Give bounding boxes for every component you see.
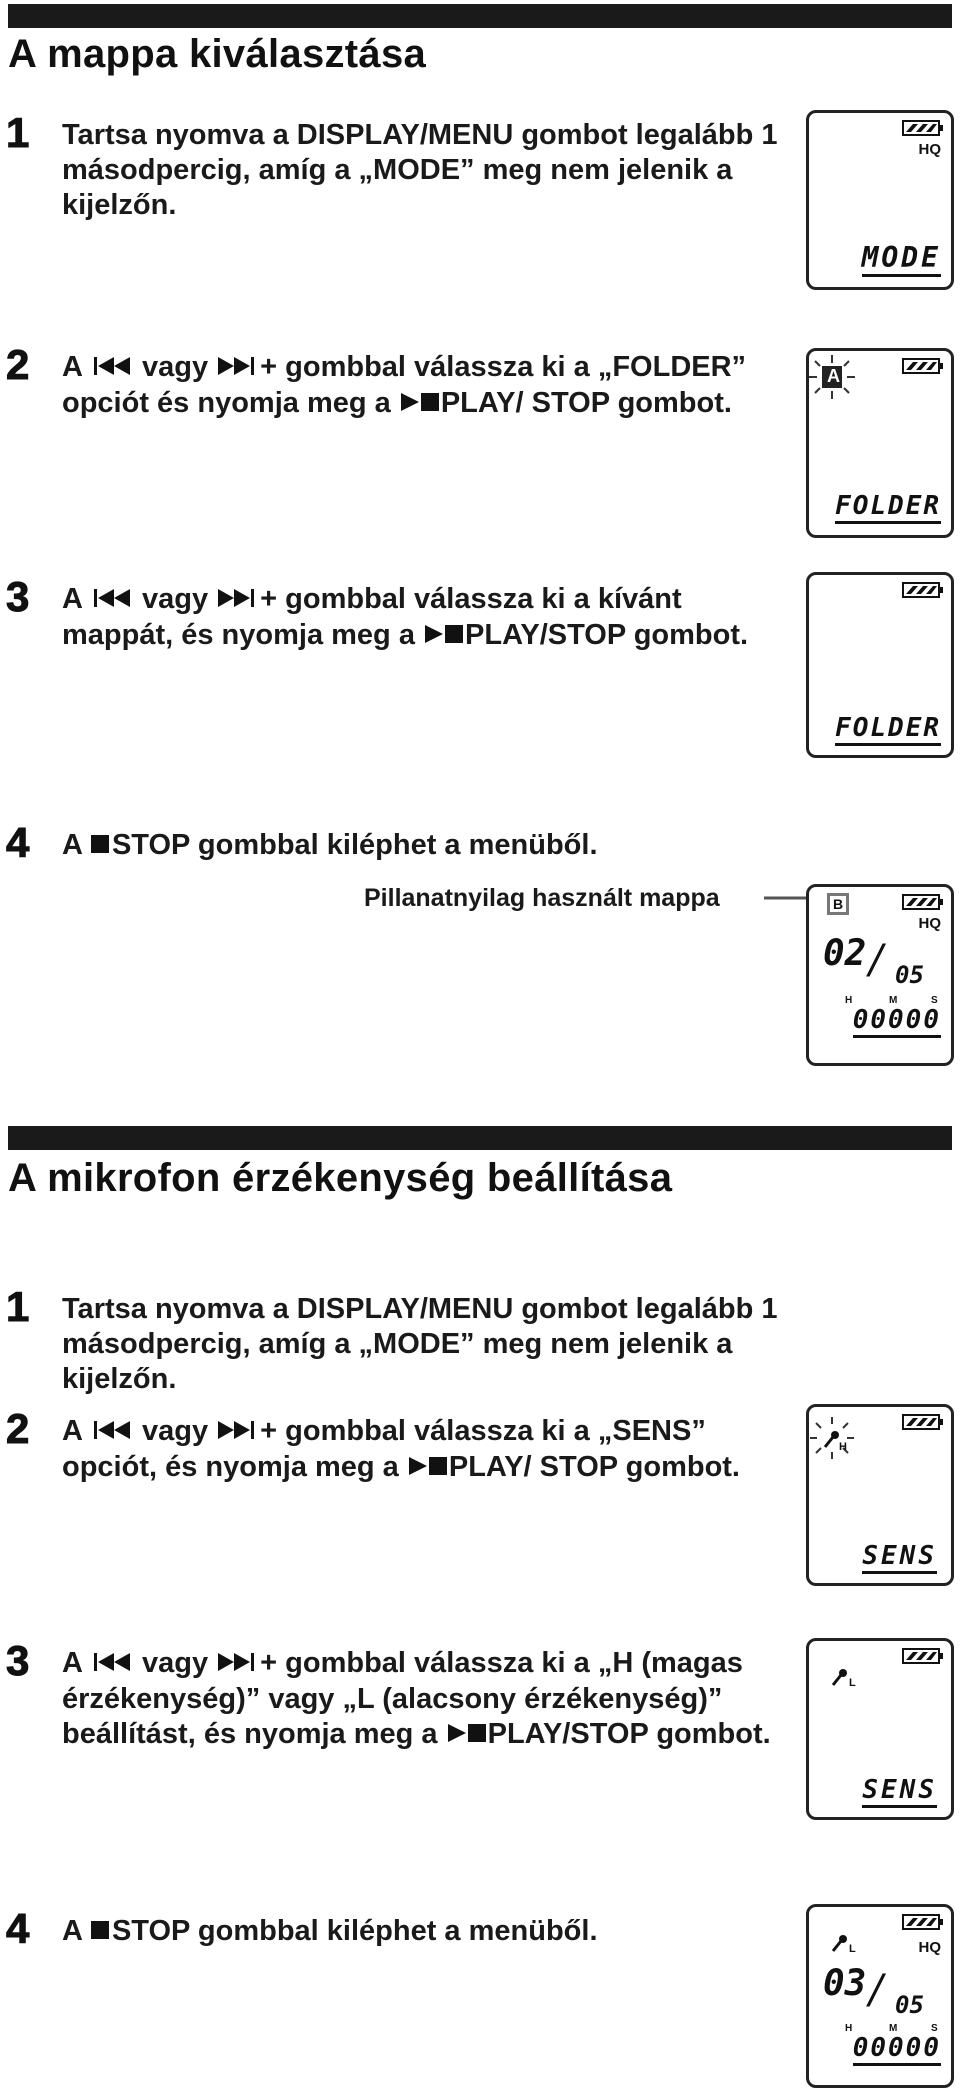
elapsed-time: 00000 xyxy=(853,2033,941,2066)
step-text: A STOP gombbal kiléphet a menüből. xyxy=(62,1914,782,1950)
step-text: A STOP gombbal kiléphet a menüből. xyxy=(62,828,782,864)
lcd-display-sens xyxy=(806,1404,954,1586)
file-number: 03 xyxy=(823,1963,867,2004)
step-number: 4 xyxy=(6,1905,30,1952)
hms-h: H xyxy=(845,2023,853,2034)
lcd-display-folder xyxy=(806,572,954,758)
quality-label: HQ xyxy=(918,141,941,158)
battery-icon xyxy=(901,581,945,604)
folder-indicator xyxy=(827,893,849,915)
play-stop-icon xyxy=(407,1451,449,1486)
elapsed-time: 00000 xyxy=(853,1005,941,1038)
step-number: 3 xyxy=(6,1637,30,1684)
step-text: Tartsa nyomva a DISPLAY/MENU gombot legalább 1 másodpercig, amíg a „MODE” meg nem jelenik a kijelzőn. xyxy=(62,1293,778,1395)
slash: / xyxy=(869,937,883,983)
total-files: 05 xyxy=(895,1991,924,2019)
prev-track-icon xyxy=(90,1415,134,1450)
sensitivity-label: H xyxy=(839,1441,847,1453)
play-stop-icon xyxy=(446,1718,488,1753)
sensitivity-label: L xyxy=(849,1677,856,1689)
lcd-text: FOLDER xyxy=(835,491,941,524)
lcd-display-counter xyxy=(806,884,954,1066)
hms-m: M xyxy=(889,995,898,1006)
step-text: Tartsa nyomva a DISPLAY/MENU gombot legalább 1 másodpercig, amíg a „MODE” meg nem jelenik a kijelzőn. xyxy=(62,119,778,221)
battery-icon xyxy=(901,893,945,916)
quality-label: HQ xyxy=(918,1939,941,1956)
battery-icon xyxy=(901,357,945,380)
section-bar xyxy=(8,1126,952,1150)
step-number: 1 xyxy=(6,1283,30,1330)
step-text: A vagy + gombbal válassza ki a „FOLDER” opciót és nyomja meg a PLAY/ STOP gombot. xyxy=(62,350,782,422)
step-text: A vagy + gombbal válassza ki a „H (magas érzékenység)” vagy „L (alacsony érzékenység)” beállítást, és nyomja meg a PLAY/STOP gombot. xyxy=(62,1646,782,1753)
section-title: A mappa kiválasztása xyxy=(8,32,427,76)
lcd-display-folder xyxy=(806,348,954,538)
step-number: 4 xyxy=(6,819,30,866)
folder-label: A xyxy=(827,366,840,386)
prev-track-icon xyxy=(90,1647,134,1682)
quality-label: HQ xyxy=(918,915,941,932)
lcd-display-sens xyxy=(806,1638,954,1820)
stop-icon xyxy=(90,829,112,864)
step-number: 2 xyxy=(6,1405,30,1452)
prev-track-icon xyxy=(90,583,134,618)
slash: / xyxy=(869,1967,883,2013)
total-files: 05 xyxy=(895,961,924,989)
hms-s: S xyxy=(931,995,938,1006)
next-track-icon xyxy=(216,351,260,386)
sensitivity-label: L xyxy=(849,1943,856,1955)
lcd-text: MODE xyxy=(862,241,941,277)
step-text: A vagy + gombbal válassza ki a kívánt mappát, és nyomja meg a PLAY/STOP gombot. xyxy=(62,582,782,654)
hms-m: M xyxy=(889,2023,898,2034)
play-stop-icon xyxy=(423,619,465,654)
current-folder-callout: Pillanatnyilag használt mappa xyxy=(364,884,720,912)
play-stop-icon xyxy=(399,387,441,422)
next-track-icon xyxy=(216,1415,260,1450)
next-track-icon xyxy=(216,1647,260,1682)
lcd-text: FOLDER xyxy=(835,713,941,746)
lcd-text: SENS xyxy=(862,1775,937,1808)
step-text: A vagy + gombbal válassza ki a „SENS” opciót, és nyomja meg a PLAY/ STOP gombot. xyxy=(62,1414,782,1486)
next-track-icon xyxy=(216,583,260,618)
lcd-display-counter xyxy=(806,1904,954,2088)
step-number: 1 xyxy=(6,109,30,156)
step-number: 3 xyxy=(6,573,30,620)
hms-h: H xyxy=(845,995,853,1006)
prev-track-icon xyxy=(90,351,134,386)
step-number: 2 xyxy=(6,341,30,388)
folder-label: B xyxy=(832,896,844,912)
microphone-icon xyxy=(831,1667,849,1692)
section-bar xyxy=(8,4,952,28)
stop-icon xyxy=(90,1915,112,1950)
file-number: 02 xyxy=(823,933,867,974)
lcd-display-mode xyxy=(806,110,954,290)
section-title: A mikrofon érzékenység beállítása xyxy=(8,1156,673,1200)
microphone-icon xyxy=(831,1933,849,1958)
battery-icon xyxy=(901,1913,945,1936)
battery-icon xyxy=(901,1647,945,1670)
hms-s: S xyxy=(931,2023,938,2034)
battery-icon xyxy=(901,1413,945,1436)
battery-icon xyxy=(901,119,945,142)
lcd-text: SENS xyxy=(862,1541,937,1574)
